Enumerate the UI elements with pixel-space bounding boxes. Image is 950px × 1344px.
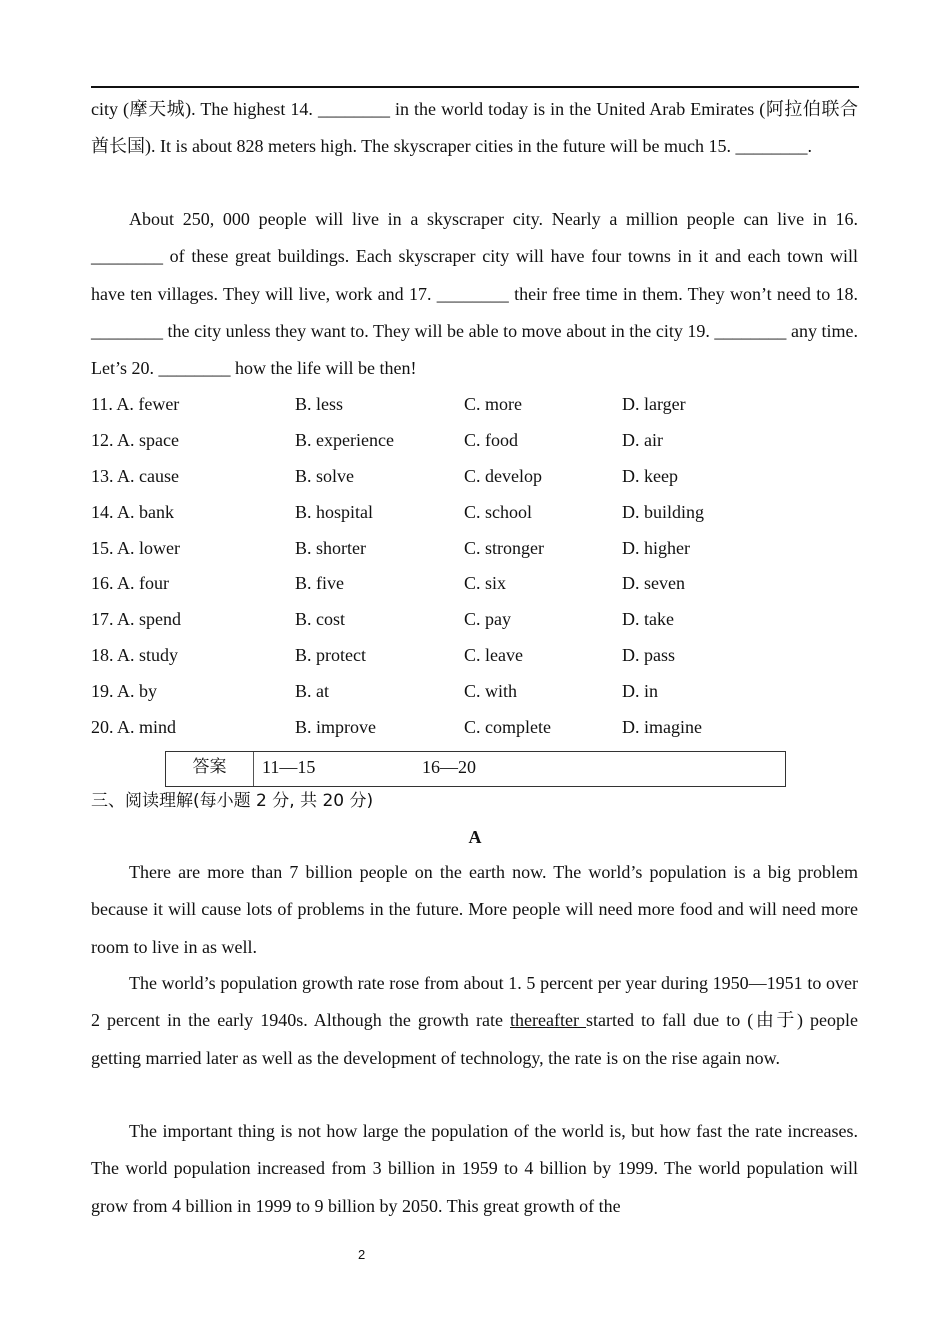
passage-title: A (468, 827, 482, 847)
option-b: B. five (295, 573, 344, 594)
option-b: B. at (295, 681, 329, 702)
option-d: D. imagine (622, 717, 702, 738)
option-b: B. protect (295, 645, 366, 666)
option-d: D. building (622, 501, 705, 522)
option-a: 15. A. lower (91, 537, 180, 558)
passage-paragraph-3: The important thing is not how large the population of the world is, but how fast the rate increases. The world population increased from 3 billion in 1959 to 4 billion by 1999. The world population will grow from 4 billion in 1999 to 9 billion by 2050. This great growth of the (91, 1121, 858, 1216)
option-row (91, 423, 858, 459)
option-c: C. complete (464, 717, 551, 738)
option-a: 19. A. by (91, 681, 158, 702)
option-a: 16. A. four (91, 573, 169, 594)
option-a: 17. A. spend (91, 609, 181, 630)
option-b: B. experience (295, 429, 394, 450)
option-row (91, 387, 858, 423)
option-d: D. larger (622, 394, 686, 414)
option-a: 12. A. space (91, 429, 179, 450)
option-d: D. in (622, 681, 658, 702)
option-c: C. pay (464, 609, 511, 630)
option-a: 18. A. study (91, 645, 179, 666)
option-c: C. more (464, 394, 522, 414)
option-a: 20. A. mind (91, 717, 177, 738)
underlined-word: thereafter (510, 1010, 587, 1031)
option-row (91, 459, 858, 495)
option-d: D. take (622, 609, 674, 630)
option-b: B. cost (295, 609, 346, 630)
option-row (91, 566, 858, 602)
option-row (91, 710, 858, 746)
answer-range-2: 16—20 (422, 757, 476, 777)
option-c: C. six (464, 573, 507, 594)
option-c: C. leave (464, 645, 523, 666)
option-row (91, 674, 858, 710)
option-a: 11. A. fewer (91, 394, 180, 414)
option-b: B. shorter (295, 537, 366, 558)
cloze-paragraph-1: city (摩天城). The highest 14. ________ in the world today is in the United Arab Emirates (阿拉伯联合酋长国). It is about 828 meters high. The skyscraper cities in the future will be much 15. ________. (91, 99, 858, 157)
option-d: D. higher (622, 537, 690, 558)
option-a: 14. A. bank (91, 501, 174, 522)
option-d: D. air (622, 429, 663, 450)
p2-text-b: started to fall due to (由于) people getting married later as well as the development of technology, the rate is on the rise again now. (91, 1010, 858, 1068)
header-rule (91, 86, 859, 88)
option-d: D. seven (622, 573, 685, 594)
page-number: 2 (358, 1247, 366, 1262)
option-b: B. solve (295, 465, 355, 486)
option-c: C. food (464, 429, 518, 450)
option-d: D. keep (622, 465, 678, 486)
section-heading: 三、阅读理解(每小题 2 分, 共 20 分) (91, 791, 374, 811)
option-b: B. less (295, 394, 344, 414)
passage-paragraph-2 (91, 965, 858, 1077)
options-list (91, 387, 858, 746)
answer-box (165, 751, 786, 787)
cloze-paragraph-2: About 250, 000 people will live in a skyscraper city. Nearly a million people can live in 16. ________ of these great buildings. Each skyscraper city will have four towns in it and each town will have ten villages. They will live, work and 17. ________ their free time in them. They won’t need to 18. ________ the city unless they want to. They will be able to move about in the city 19. ________ any time. Let’s 20. ________ how the life will be then! (91, 209, 858, 379)
option-row (91, 531, 858, 567)
answer-range-1: 11—15 (262, 757, 316, 777)
option-c: C. with (464, 681, 518, 702)
p2-text-a: The world’s population growth rate rose from about 1. 5 percent per year during 1950—1951 to over 2 percent in the early 1940s. Although the growth rate (91, 973, 858, 1031)
option-c: C. school (464, 501, 533, 522)
passage-paragraph-1: There are more than 7 billion people on the earth now. The world’s population is a big problem because it will cause lots of problems in the future. More people will need more food and will need more room to live in as well. (91, 862, 858, 957)
option-d: D. pass (622, 645, 675, 666)
option-row (91, 495, 858, 531)
option-b: B. hospital (295, 501, 374, 522)
option-a: 13. A. cause (91, 465, 179, 486)
option-row (91, 638, 858, 674)
option-c: C. develop (464, 465, 542, 486)
option-row (91, 602, 858, 638)
option-c: C. stronger (464, 537, 544, 558)
answer-label: 答案 (166, 752, 254, 786)
option-b: B. improve (295, 717, 376, 738)
